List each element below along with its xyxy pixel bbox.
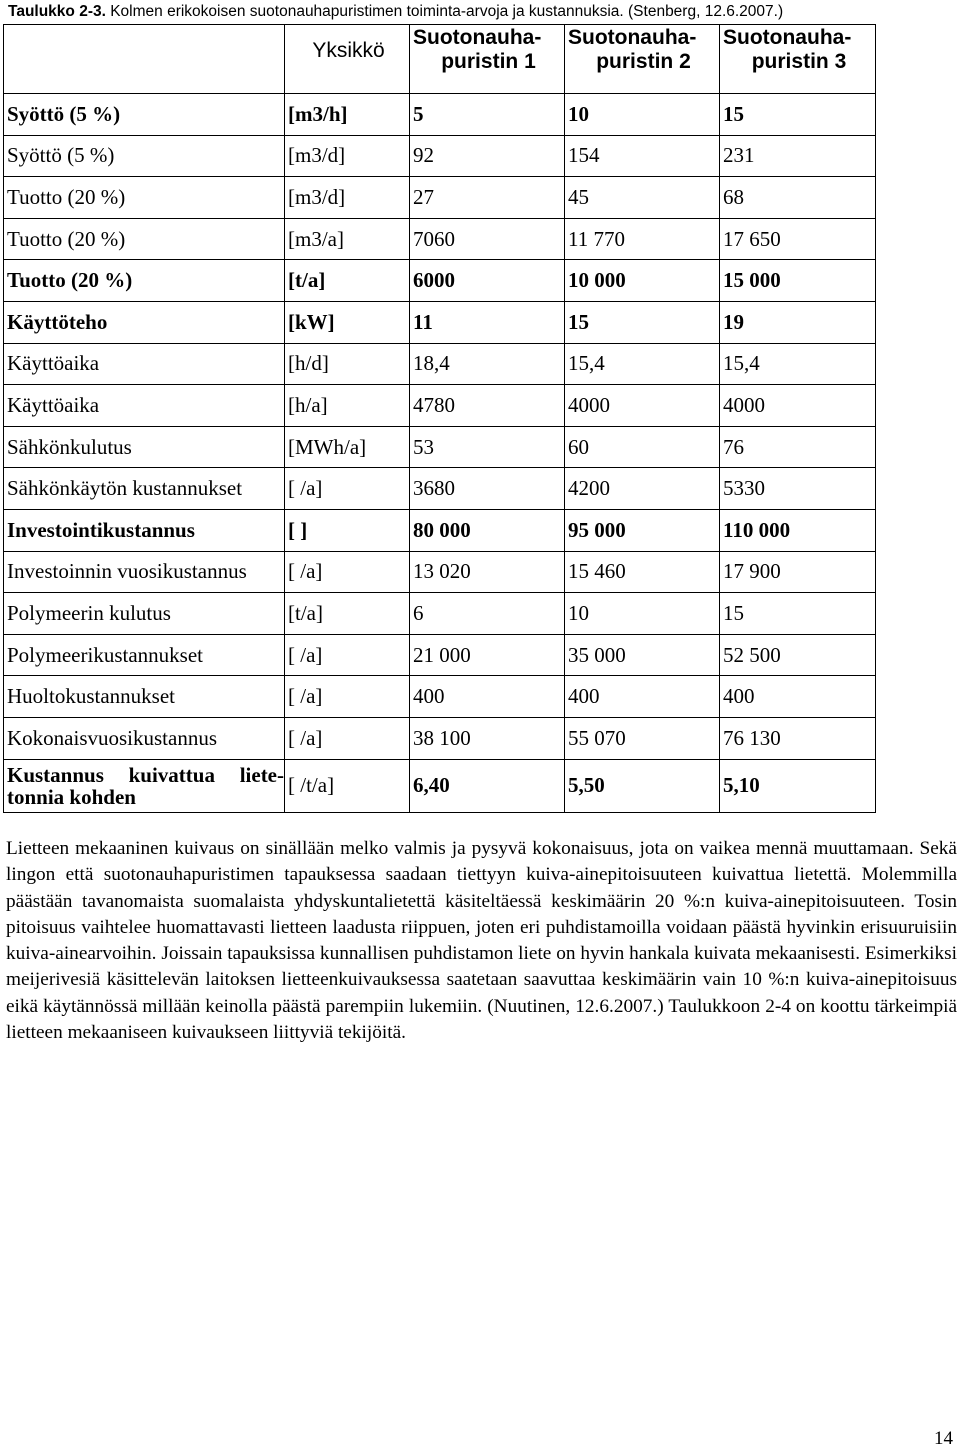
row-label: Huoltokustannukset <box>4 676 285 718</box>
row-unit: [m3/d] <box>285 135 410 177</box>
row-value-press-2: 15 460 <box>565 551 720 593</box>
row-unit: [ ] <box>285 509 410 551</box>
header-unit: Yksikkö <box>285 25 410 94</box>
table-row-last <box>4 759 876 812</box>
row-label: Tuotto (20 %) <box>4 177 285 219</box>
row-unit: [t/a] <box>285 260 410 302</box>
row-value-press-1: 6,40 <box>410 759 565 812</box>
row-unit: [ /a] <box>285 676 410 718</box>
header-press-3-line1: Suotonauha- <box>723 26 852 49</box>
row-value-press-1: 4780 <box>410 385 565 427</box>
row-value-press-3: 5,10 <box>720 759 876 812</box>
row-unit: [ /a] <box>285 717 410 759</box>
row-unit: [h/a] <box>285 385 410 427</box>
table-row <box>4 260 876 302</box>
row-value-press-2: 35 000 <box>565 634 720 676</box>
row-value-press-1: 3680 <box>410 468 565 510</box>
row-label: Kokonaisvuosikustannus <box>4 717 285 759</box>
table-row <box>4 676 876 718</box>
header-press-1-line2: puristin 1 <box>441 50 536 73</box>
caption-text: Kolmen erikokoisen suotonauhapuristimen toiminta-arvoja ja kustannuksia. (Stenberg, 12.6.2007.) <box>105 3 784 20</box>
row-value-press-1: 21 000 <box>410 634 565 676</box>
row-value-press-1: 5 <box>410 94 565 136</box>
row-unit: [ /a] <box>285 468 410 510</box>
row-value-press-2: 10 <box>565 593 720 635</box>
row-value-press-3: 68 <box>720 177 876 219</box>
row-unit: [h/d] <box>285 343 410 385</box>
row-unit: [m3/h] <box>285 94 410 136</box>
row-value-press-1: 27 <box>410 177 565 219</box>
header-press-2-line1: Suotonauha- <box>568 26 697 49</box>
row-value-press-2: 5,50 <box>565 759 720 812</box>
row-value-press-3: 5330 <box>720 468 876 510</box>
row-value-press-3: 15 <box>720 94 876 136</box>
table-row <box>4 177 876 219</box>
row-unit: [ /t/a] <box>285 759 410 812</box>
row-value-press-3: 15 000 <box>720 260 876 302</box>
row-value-press-3: 17 650 <box>720 218 876 260</box>
row-value-press-1: 11 <box>410 301 565 343</box>
table-row <box>4 593 876 635</box>
header-press-2-line2: puristin 2 <box>596 50 691 73</box>
row-label: Tuotto (20 %) <box>4 218 285 260</box>
row-value-press-2: 400 <box>565 676 720 718</box>
row-value-press-2: 10 000 <box>565 260 720 302</box>
row-label: Syöttö (5 %) <box>4 94 285 136</box>
row-value-press-3: 19 <box>720 301 876 343</box>
row-value-press-1: 53 <box>410 426 565 468</box>
row-value-press-3: 4000 <box>720 385 876 427</box>
row-value-press-2: 15 <box>565 301 720 343</box>
table-row <box>4 717 876 759</box>
row-value-press-2: 45 <box>565 177 720 219</box>
table-caption <box>8 2 953 22</box>
row-label: Polymeerikustannukset <box>4 634 285 676</box>
row-value-press-1: 80 000 <box>410 509 565 551</box>
table-row <box>4 509 876 551</box>
row-label: Sähkönkäytön kustannukset <box>4 468 285 510</box>
row-value-press-2: 95 000 <box>565 509 720 551</box>
body-paragraph: Lietteen mekaaninen kuivaus on sinällään melko valmis ja pysyvä kokonaisuus, jota on vaikea mennä muuttamaan. Sekä lingon että suotonauhapuristimen tapauksessa saadaan tiettyyn kuiva-ainepitoisuuteen kuivattua lietettä. Molemmilla päästään tavanomaista suomalaista yhdyskuntalietettä käsiteltäessä keskimäärin 20 %:n kuiva-ainepitoisuuteen. Tosin pitoisuus vaihtelee huomattavasti lietteen laadusta riippuen, joten eri puhdistamoilla voidaan päästä hyvinkin erisuuruisiin kuiva-ainearvoihin. Joissain tapauksissa kunnallisen puhdistamon liete on hyvin hankala kuivata mekaanisesti. Esimerkiksi meijerivesiä käsittelevän laitoksen lietteenkuivauksessa saatetaan saavuttaa keskimäärin vain 10 %:n kuiva-ainepitoisuus eikä käytännössä millään keinolla päästä parempiin lukemiin. (Nuutinen, 12.6.2007.) Taulukkoon 2-4 on koottu tärkeimpiä lietteen mekaaniseen kuivaukseen liittyviä tekijöitä. <box>6 838 957 1044</box>
table-header-row <box>4 25 876 94</box>
row-label: Syöttö (5 %) <box>4 135 285 177</box>
header-press-1 <box>410 25 565 94</box>
table-row <box>4 551 876 593</box>
row-value-press-2: 10 <box>565 94 720 136</box>
row-label: Investointikustannus <box>4 509 285 551</box>
row-value-press-3: 15,4 <box>720 343 876 385</box>
row-value-press-1: 7060 <box>410 218 565 260</box>
row-value-press-2: 11 770 <box>565 218 720 260</box>
row-value-press-1: 13 020 <box>410 551 565 593</box>
row-value-press-3: 17 900 <box>720 551 876 593</box>
row-value-press-2: 60 <box>565 426 720 468</box>
row-value-press-1: 92 <box>410 135 565 177</box>
row-label: Polymeerin kulutus <box>4 593 285 635</box>
row-value-press-1: 38 100 <box>410 717 565 759</box>
row-label: Käyttöteho <box>4 301 285 343</box>
row-unit: [kW] <box>285 301 410 343</box>
row-unit: [ /a] <box>285 551 410 593</box>
table-row <box>4 426 876 468</box>
header-press-3-line2: puristin 3 <box>751 50 847 73</box>
table-row <box>4 94 876 136</box>
table-row <box>4 301 876 343</box>
row-value-press-3: 400 <box>720 676 876 718</box>
page-number: 14 <box>934 1428 953 1449</box>
row-value-press-1: 6000 <box>410 260 565 302</box>
row-value-press-2: 4000 <box>565 385 720 427</box>
row-label: Käyttöaika <box>4 343 285 385</box>
row-value-press-2: 15,4 <box>565 343 720 385</box>
row-label: Käyttöaika <box>4 385 285 427</box>
row-value-press-3: 76 <box>720 426 876 468</box>
row-value-press-3: 231 <box>720 135 876 177</box>
operating-values-table <box>3 24 876 813</box>
header-blank <box>4 25 285 94</box>
table-row <box>4 468 876 510</box>
table-row <box>4 135 876 177</box>
header-press-2 <box>565 25 720 94</box>
row-unit: [ /a] <box>285 634 410 676</box>
header-press-1-line1: Suotonauha- <box>413 26 542 49</box>
row-label-line1: Kustannus kuivattua liete- <box>7 762 284 787</box>
row-label: Tuotto (20 %) <box>4 260 285 302</box>
row-value-press-3: 52 500 <box>720 634 876 676</box>
header-press-3 <box>720 25 876 94</box>
table-row <box>4 218 876 260</box>
row-value-press-3: 76 130 <box>720 717 876 759</box>
row-value-press-2: 55 070 <box>565 717 720 759</box>
row-unit: [m3/a] <box>285 218 410 260</box>
row-value-press-3: 15 <box>720 593 876 635</box>
table-row <box>4 385 876 427</box>
row-value-press-1: 6 <box>410 593 565 635</box>
row-unit: [t/a] <box>285 593 410 635</box>
row-label <box>4 759 285 812</box>
row-unit: [MWh/a] <box>285 426 410 468</box>
row-value-press-2: 4200 <box>565 468 720 510</box>
row-label-line2: tonnia kohden <box>7 784 136 809</box>
caption-label: Taulukko 2-3. <box>8 3 106 20</box>
row-label: Investoinnin vuosikustannus <box>4 551 285 593</box>
table-row <box>4 343 876 385</box>
row-label: Sähkönkulutus <box>4 426 285 468</box>
table-row <box>4 634 876 676</box>
row-value-press-2: 154 <box>565 135 720 177</box>
row-value-press-1: 400 <box>410 676 565 718</box>
row-unit: [m3/d] <box>285 177 410 219</box>
row-value-press-1: 18,4 <box>410 343 565 385</box>
row-value-press-3: 110 000 <box>720 509 876 551</box>
